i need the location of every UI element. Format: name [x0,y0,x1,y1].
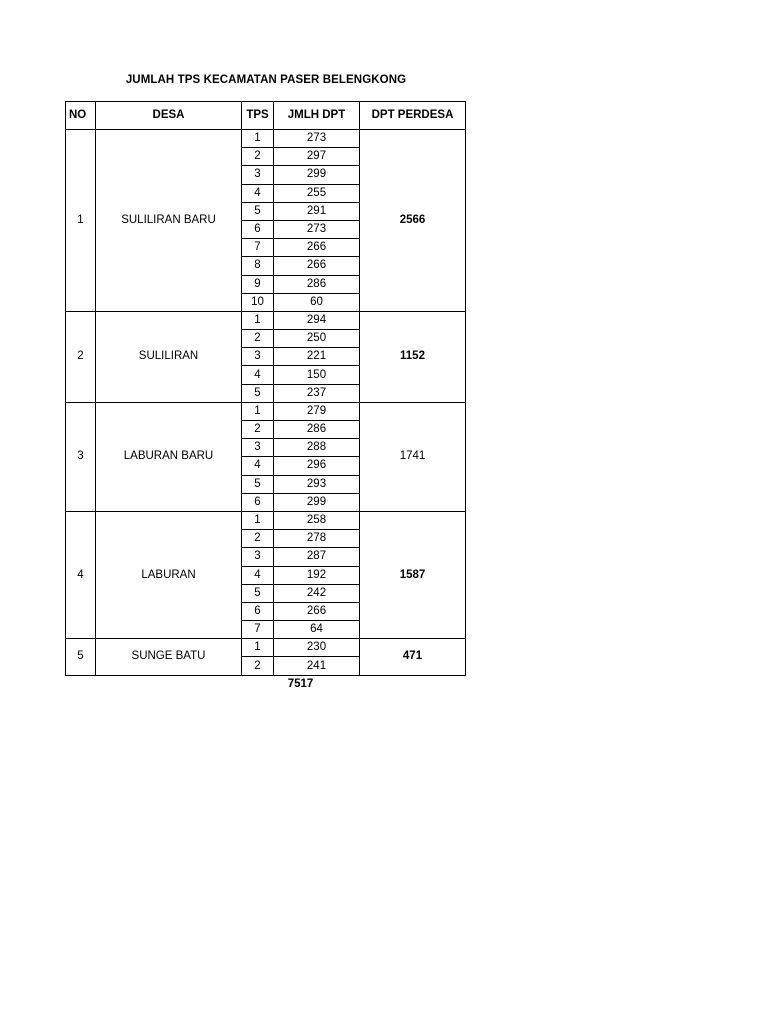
tps-dpt-count: 273 [274,130,360,148]
tps-dpt-count: 273 [274,220,360,238]
tps-number: 2 [242,421,274,439]
tps-dpt-count: 297 [274,148,360,166]
tps-number: 3 [242,166,274,184]
tps-dpt-count: 286 [274,275,360,293]
village-name: LABURAN BARU [96,402,242,511]
village-name: SULILIRAN BARU [96,130,242,312]
tps-dpt-count: 237 [274,384,360,402]
tps-number: 5 [242,584,274,602]
header-dpt-perdesa: DPT PERDESA [360,102,466,130]
tps-number: 5 [242,202,274,220]
tps-dpt-count: 192 [274,566,360,584]
village-number: 1 [66,130,96,312]
tps-dpt-count: 286 [274,421,360,439]
tps-number: 4 [242,457,274,475]
tps-number: 3 [242,439,274,457]
tps-dpt-count: 255 [274,184,360,202]
tps-number: 3 [242,548,274,566]
tps-dpt-count: 150 [274,366,360,384]
tps-number: 1 [242,639,274,657]
header-no: NO [66,102,96,130]
village-dpt-total: 1587 [360,511,466,638]
tps-number: 2 [242,657,274,675]
table-body [66,130,466,693]
village-name: SULILIRAN [96,311,242,402]
tps-number: 5 [242,475,274,493]
tps-dpt-count: 279 [274,402,360,420]
table-row [66,402,466,420]
tps-dpt-count: 241 [274,657,360,675]
tps-dpt-count: 266 [274,602,360,620]
table-header [66,102,466,130]
tps-number: 6 [242,493,274,511]
tps-dpt-count: 266 [274,239,360,257]
tps-dpt-count: 266 [274,257,360,275]
village-dpt-total: 1152 [360,311,466,402]
tps-number: 1 [242,402,274,420]
tps-number: 8 [242,257,274,275]
village-number: 2 [66,311,96,402]
tps-number: 7 [242,621,274,639]
tps-number: 2 [242,530,274,548]
tps-dpt-count: 64 [274,621,360,639]
table-row [66,130,466,148]
tps-dpt-count: 299 [274,166,360,184]
tps-number: 2 [242,148,274,166]
tps-number: 10 [242,293,274,311]
village-number: 4 [66,511,96,638]
village-name: SUNGE BATU [96,639,242,675]
tps-number: 1 [242,311,274,329]
tps-number: 7 [242,239,274,257]
total-spacer-right [360,675,466,693]
village-dpt-total: 471 [360,639,466,675]
tps-dpt-count: 288 [274,439,360,457]
header-desa: DESA [96,102,242,130]
table-row [66,311,466,329]
tps-dpt-count: 60 [274,293,360,311]
tps-table [65,101,466,693]
tps-dpt-count: 296 [274,457,360,475]
grand-total-row [66,675,466,693]
tps-dpt-count: 287 [274,548,360,566]
tps-dpt-count: 294 [274,311,360,329]
tps-dpt-count: 258 [274,511,360,529]
tps-dpt-count: 250 [274,330,360,348]
village-dpt-total: 2566 [360,130,466,312]
document-title: JUMLAH TPS KECAMATAN PASER BELENGKONG [125,74,407,86]
tps-dpt-count: 291 [274,202,360,220]
tps-number: 1 [242,130,274,148]
tps-dpt-count: 221 [274,348,360,366]
header-tps: TPS [242,102,274,130]
tps-number: 9 [242,275,274,293]
tps-dpt-count: 230 [274,639,360,657]
header-jmlh-dpt: JMLH DPT [274,102,360,130]
tps-number: 4 [242,184,274,202]
table-row [66,639,466,657]
tps-dpt-count: 278 [274,530,360,548]
tps-dpt-count: 299 [274,493,360,511]
tps-number: 6 [242,602,274,620]
tps-number: 5 [242,384,274,402]
total-spacer [66,675,242,693]
village-number: 3 [66,402,96,511]
village-number: 5 [66,639,96,675]
tps-number: 4 [242,366,274,384]
tps-number: 4 [242,566,274,584]
tps-number: 1 [242,511,274,529]
tps-dpt-count: 293 [274,475,360,493]
tps-number: 3 [242,348,274,366]
tps-dpt-count: 242 [274,584,360,602]
village-dpt-total: 1741 [360,402,466,511]
tps-number: 2 [242,330,274,348]
tps-number: 6 [242,220,274,238]
table-row [66,511,466,529]
header-row [66,102,466,130]
grand-total: 7517 [287,677,314,690]
village-name: LABURAN [96,511,242,638]
